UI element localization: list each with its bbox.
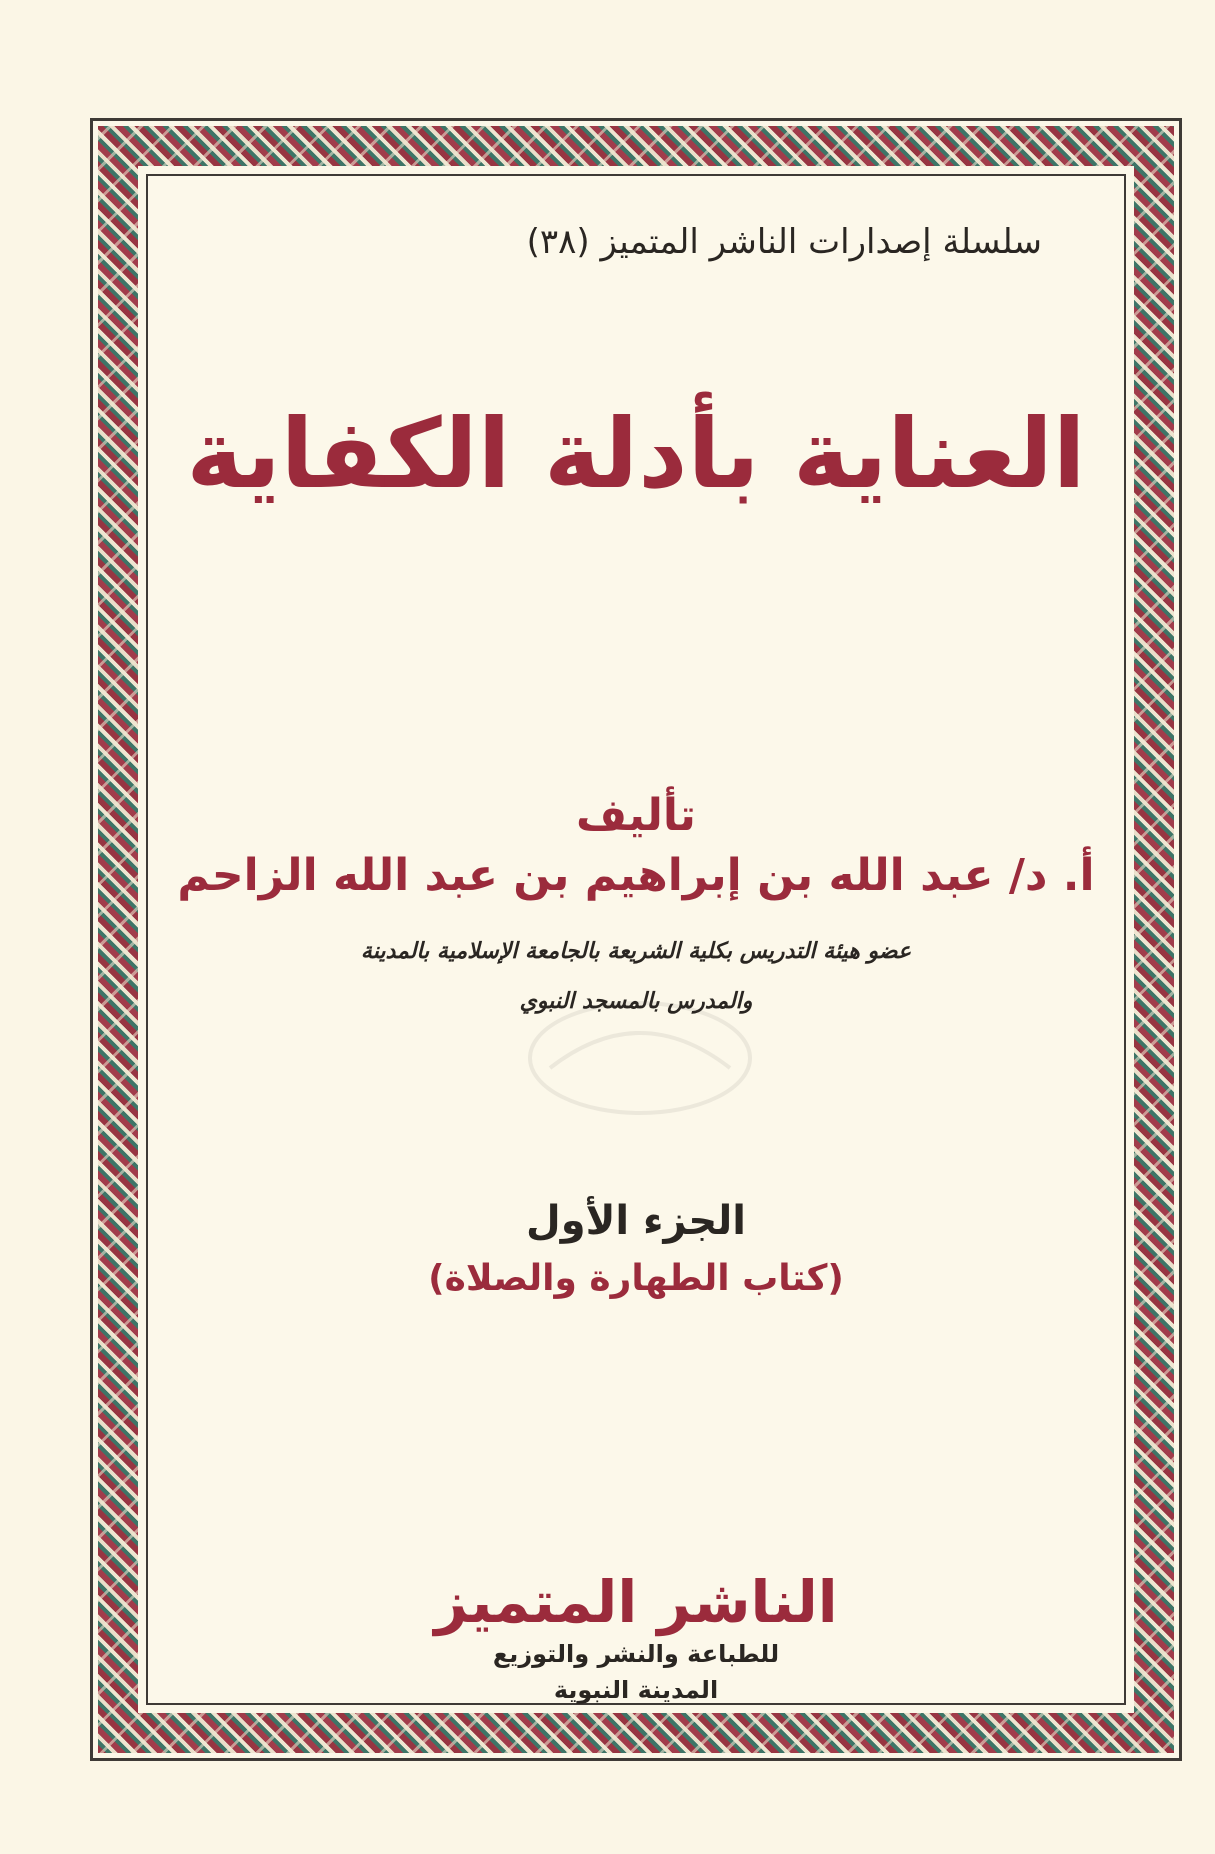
publisher-name: الناشر المتميز (434, 1568, 838, 1636)
author-affiliation: عضو هيئة التدريس بكلية الشريعة بالجامعة الإسلامية بالمدينة (360, 938, 912, 964)
book-title: العناية بأدلة الكفاية (186, 398, 1086, 510)
volume-subtitle: (كتاب الطهارة والصلاة) (428, 1258, 844, 1299)
publisher-city: المدينة النبوية (553, 1676, 719, 1704)
volume-label: الجزء الأول (526, 1198, 746, 1244)
series-label: سلسلة إصدارات الناشر المتميز (٣٨) (526, 222, 1042, 262)
publisher-tagline: للطباعة والنشر والتوزيع (492, 1640, 780, 1668)
cover-content (150, 178, 1122, 1704)
author-name: أ. د/ عبد الله بن إبراهيم بن عبد الله الزاحم (177, 850, 1095, 901)
author-affiliation-2: والمدرس بالمسجد النبوي (519, 988, 753, 1014)
watermark-emblem (510, 988, 770, 1128)
authored-by-label: تأليف (576, 790, 696, 841)
